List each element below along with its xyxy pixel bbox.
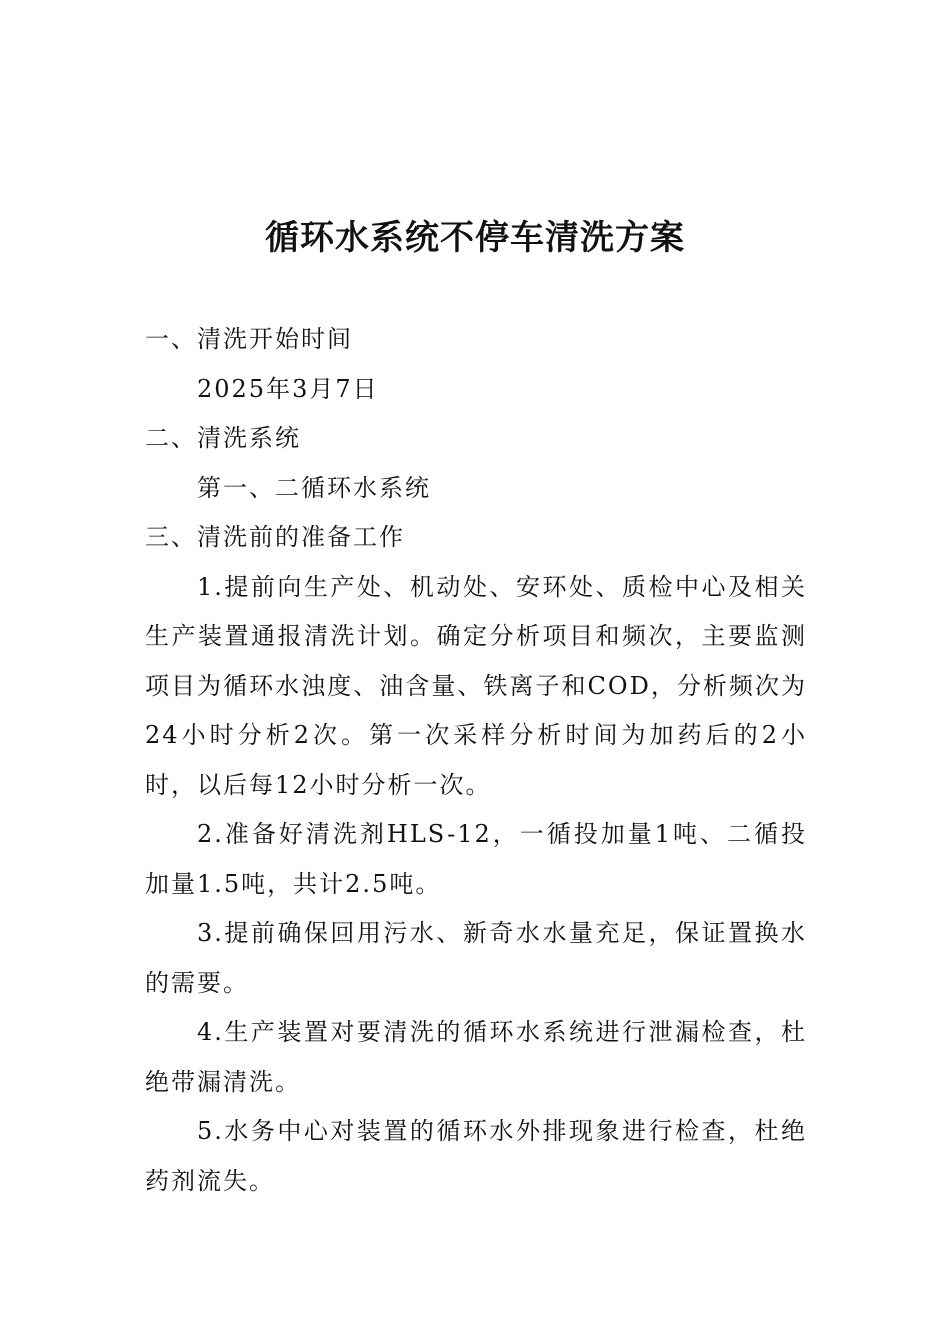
preparation-item-2: 2.准备好清洗剂HLS-12，一循投加量1吨、二循投加量1.5吨，共计2.5吨。 [145, 820, 807, 898]
document-title: 循环水系统不停车清洗方案 [265, 218, 685, 258]
preparation-item-4: 4.生产装置对要清洗的循环水系统进行泄漏检查，杜绝带漏清洗。 [145, 1018, 807, 1096]
cleaning-system-paragraph: 第一、二循环水系统 [197, 473, 431, 502]
start-date-paragraph: 2025年3月7日 [197, 374, 379, 403]
preparation-item-5: 5.水务中心对装置的循环水外排现象进行检查，杜绝药剂流失。 [145, 1117, 807, 1195]
section-heading-start-time: 一、清洗开始时间 [145, 325, 353, 353]
preparation-item-1: 1.提前向生产处、机动处、安环处、质检中心及相关生产装置通报清洗计划。确定分析项目和频次，主要监测项目为循环水浊度、油含量、铁离子和COD，分析频次为24小时分析2次。第一次采样分析时间为加药后的2小时，以后每12小时分析一次。 [145, 572, 807, 799]
section-heading-preparation: 三、清洗前的准备工作 [145, 523, 405, 551]
document-body [145, 315, 807, 1206]
section-heading-cleaning-system: 二、清洗系统 [145, 424, 301, 452]
preparation-item-3: 3.提前确保回用污水、新奇水水量充足，保证置换水的需要。 [145, 919, 807, 997]
